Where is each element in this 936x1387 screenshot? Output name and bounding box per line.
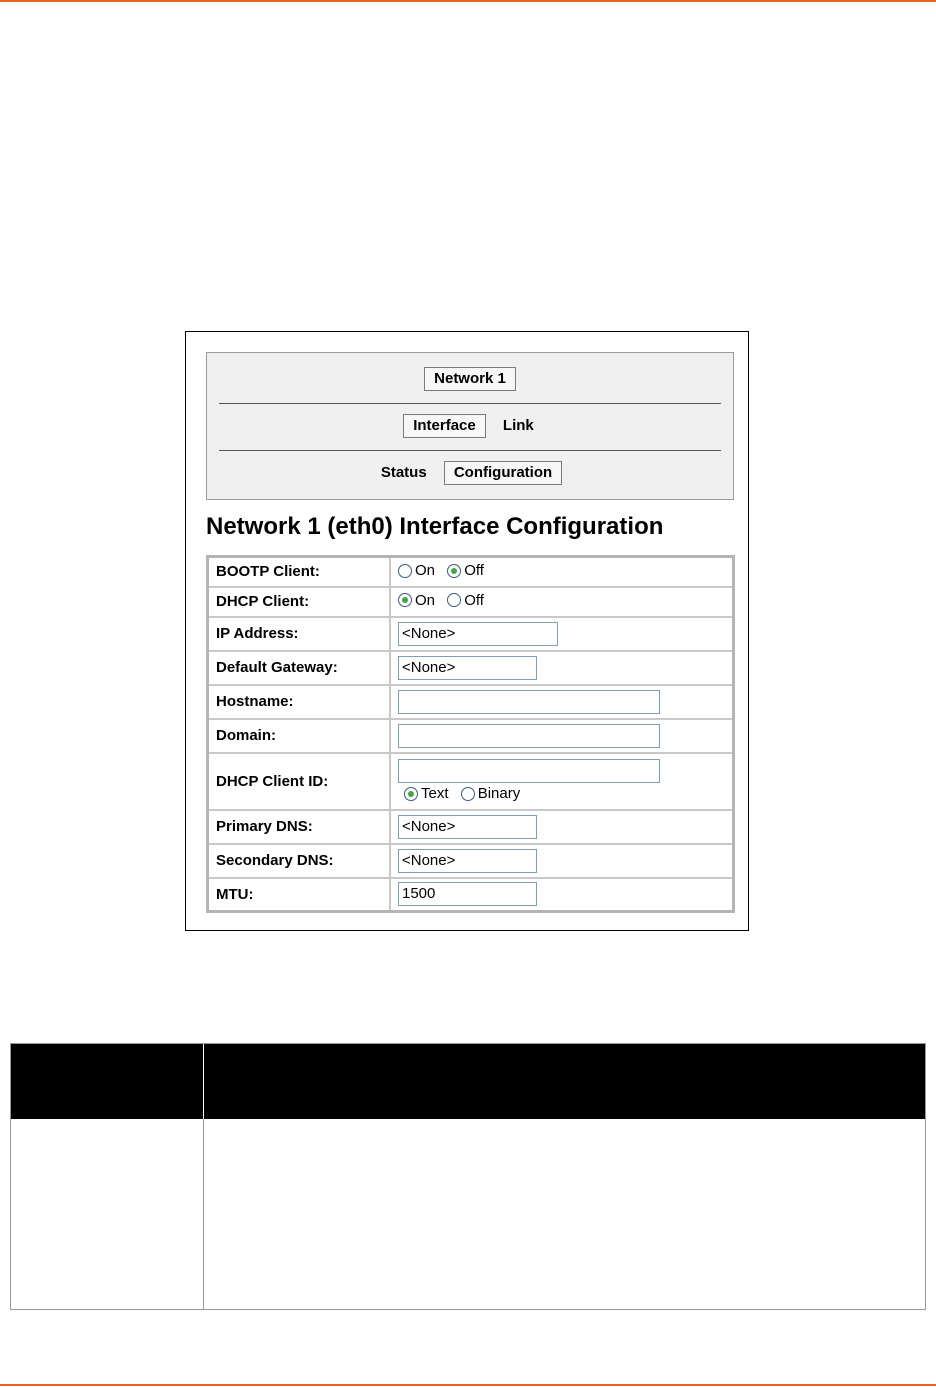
form-row-hostname <box>208 685 734 719</box>
hostname-label: Hostname: <box>208 685 391 719</box>
form-row-bootp <box>208 557 734 587</box>
bootp-off-label: Off <box>464 562 484 579</box>
primary-dns-input[interactable]: <None> <box>398 815 537 839</box>
bootp-on-label: On <box>415 562 436 579</box>
dhcp-on-option[interactable] <box>398 592 435 609</box>
mtu-cell <box>390 878 734 912</box>
nav-row-section <box>207 414 733 438</box>
radio-unchecked-icon[interactable] <box>447 593 461 607</box>
ip-address-label: IP Address: <box>208 617 391 651</box>
primary-dns-cell <box>390 810 734 844</box>
radio-checked-icon[interactable] <box>398 593 412 607</box>
ip-address-input[interactable]: <None> <box>398 622 558 646</box>
form-row-dhcp-client-id <box>208 753 734 810</box>
nav-row-network <box>207 367 733 391</box>
bootp-label: BOOTP Client: <box>208 557 391 587</box>
dhcp-client-id-cell <box>390 753 734 810</box>
secondary-dns-cell <box>390 844 734 878</box>
nav-separator <box>219 403 721 404</box>
radio-checked-icon[interactable] <box>447 564 461 578</box>
dhcp-off-option[interactable] <box>447 592 484 609</box>
mtu-input[interactable]: 1500 <box>398 882 537 906</box>
bootp-options <box>390 557 734 587</box>
dhcp-client-id-input[interactable] <box>398 759 660 783</box>
form-row-dhcp <box>208 587 734 617</box>
dhcp-options <box>390 587 734 617</box>
tab-status[interactable]: Status <box>380 464 427 481</box>
page-title: Network 1 (eth0) Interface Configuration <box>206 513 664 540</box>
default-gateway-label: Default Gateway: <box>208 651 391 685</box>
default-gateway-input[interactable]: <None> <box>398 656 537 680</box>
ip-address-cell <box>390 617 734 651</box>
client-id-binary-label: Binary <box>477 785 521 803</box>
radio-unchecked-icon[interactable] <box>461 787 475 801</box>
navigation-panel <box>206 352 734 500</box>
dhcp-client-id-label: DHCP Client ID: <box>208 753 391 810</box>
radio-unchecked-icon[interactable] <box>398 564 412 578</box>
primary-dns-label: Primary DNS: <box>208 810 391 844</box>
hostname-cell <box>390 685 734 719</box>
domain-cell <box>390 719 734 753</box>
bootp-off-option[interactable] <box>447 562 484 579</box>
nav-separator <box>219 450 721 451</box>
default-gateway-cell <box>390 651 734 685</box>
domain-input[interactable] <box>398 724 660 748</box>
radio-checked-icon[interactable] <box>404 787 418 801</box>
mtu-label: MTU: <box>208 878 391 912</box>
client-id-text-option[interactable] <box>404 785 449 802</box>
tab-interface[interactable]: Interface <box>403 414 486 438</box>
dhcp-label: DHCP Client: <box>208 587 391 617</box>
form-row-mtu <box>208 878 734 912</box>
form-row-default-gateway <box>208 651 734 685</box>
dhcp-on-label: On <box>415 591 436 609</box>
secondary-dns-input[interactable]: <None> <box>398 849 537 873</box>
form-row-primary-dns <box>208 810 734 844</box>
nav-row-page <box>207 461 733 485</box>
table-header <box>11 1044 925 1119</box>
tab-network-1[interactable]: Network 1 <box>424 367 516 391</box>
settings-description-table <box>10 1043 926 1310</box>
form-row-domain <box>208 719 734 753</box>
hostname-input[interactable] <box>398 690 660 714</box>
client-id-text-label: Text <box>421 785 449 803</box>
body-column-divider <box>203 1119 204 1309</box>
client-id-binary-option[interactable] <box>461 785 521 802</box>
form-row-secondary-dns <box>208 844 734 878</box>
bootp-on-option[interactable] <box>398 562 435 579</box>
interface-config-screenshot <box>185 331 749 931</box>
domain-label: Domain: <box>208 719 391 753</box>
bottom-divider <box>0 1384 936 1386</box>
header-column-divider <box>203 1044 204 1119</box>
tab-link[interactable]: Link <box>502 417 534 434</box>
tab-configuration[interactable]: Configuration <box>444 461 562 485</box>
interface-config-form <box>206 555 735 913</box>
top-divider <box>0 0 936 2</box>
dhcp-off-label: Off <box>464 591 484 609</box>
form-row-ip-address <box>208 617 734 651</box>
secondary-dns-label: Secondary DNS: <box>208 844 391 878</box>
